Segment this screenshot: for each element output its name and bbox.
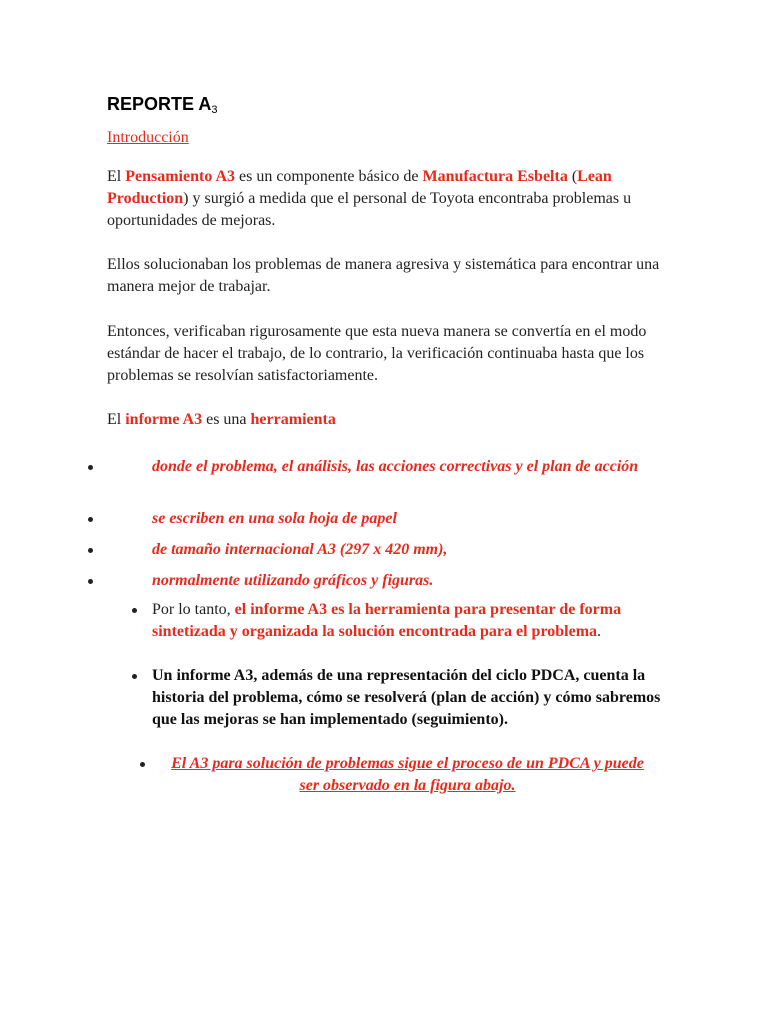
text: . [597,623,602,640]
bullet-dot [140,762,145,767]
bullet-dot [88,465,93,470]
bullet-dot [88,517,93,522]
list-item: normalmente utilizando gráficos y figuras. [152,572,434,589]
intro-link[interactable]: Introducción [107,129,189,146]
bullet-dot [132,674,137,679]
paragraph-entonces: Entonces, verificaban rigurosamente que esta nueva manera se convertía en el modo estándar de hacer el trabajo, de lo contrario, la verificación continuaba hasta que los problemas se resolvían satisfactoriamente. [107,323,647,384]
list-item: se escriben en una sola hoja de papel [152,510,397,527]
paragraph-pensamiento [107,166,667,232]
paragraph-ellos: Ellos solucionaban los problemas de manera agresiva y sistemática para encontrar una manera mejor de trabajar. [107,256,660,295]
document-title [107,94,217,116]
text: El [107,168,126,185]
title-subscript: 3 [211,104,218,116]
highlight-herramienta: herramienta [250,411,336,428]
text: El [107,411,126,428]
list-item-informe-pdca: Un informe A3, además de una representación del ciclo PDCA, cuenta la historia del problema, cómo se resolverá (plan de acción) y cómo sabremos que las mejoras se han implementado (seguimiento). [152,667,661,728]
highlight-manufactura: Manufactura Esbelta [422,168,568,185]
highlight-pensamiento: Pensamiento A3 [125,168,235,185]
highlight-informe: informe A3 [125,411,203,428]
list-item-por-lo-tanto [152,599,672,643]
text: ( [567,168,578,185]
highlight-herramienta-sintetizada: el informe A3 es la herramienta para presentar de forma sintetizada y organizada la solución encontrada para el problema [152,601,622,640]
list-item: donde el problema, el análisis, las acciones correctivas y el plan de acción [152,458,639,475]
bullet-dot [88,579,93,584]
highlight-lean: Lean Production [107,168,612,207]
text: ) y surgió a medida que el personal de Toyota encontraba problemas u oportunidades de mejoras. [107,190,632,229]
text: es un componente básico de [235,168,423,185]
text: Por lo tanto, [152,601,235,618]
list-item-a3-pdca: El A3 para solución de problemas sigue el proceso de un PDCA y puede ser observado en la figura abajo. [171,755,644,794]
bullet-dot [88,548,93,553]
title-text: REPORTE A [107,94,212,114]
list-item: de tamaño internacional A3 (297 x 420 mm), [152,541,448,558]
bullet-dot [132,608,137,613]
text: es una [202,411,251,428]
paragraph-informe [107,409,667,431]
